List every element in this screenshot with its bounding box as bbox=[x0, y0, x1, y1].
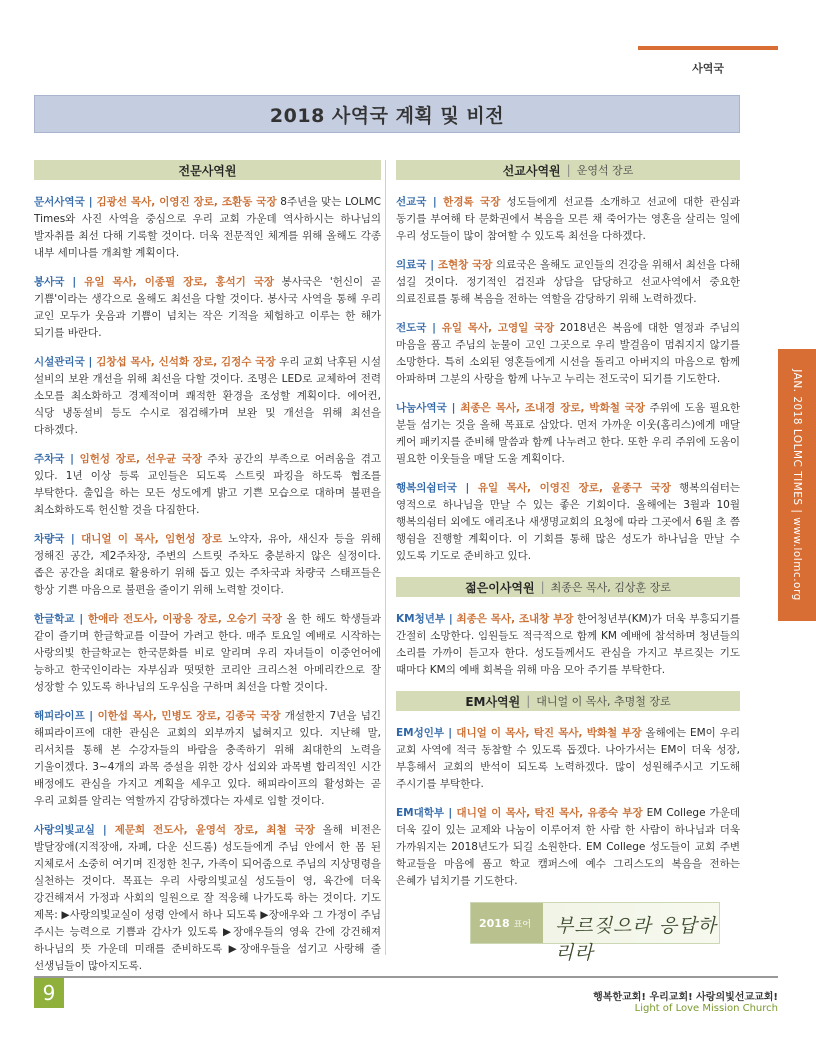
left-column bbox=[34, 160, 381, 987]
ministry-name: 행복의쉼터국 | bbox=[396, 482, 478, 494]
header-accent-rule bbox=[638, 46, 778, 50]
ministry-name: EM성인부 | bbox=[396, 727, 457, 739]
ministry-leaders: 한애라 전도사, 이광응 장로, 오승기 국장 bbox=[87, 613, 283, 625]
ministry-name: EM대학부 | bbox=[396, 807, 457, 819]
ministry-text: 올해에는 EM이 우리 교회 사역에 적극 동참할 수 있도록 돕겠다. 나아가서는 EM이 더욱 성장, 부흥해서 교회의 반석이 되도록 노력하겠다. 많이 성원해주시고 기도해 주시기를 부탁한다. bbox=[396, 727, 740, 790]
ministry-paragraph bbox=[34, 611, 381, 696]
section-heading-professional bbox=[34, 160, 381, 180]
footer-slogan: 행복한교회! 우리교회! 사랑의빛선교교회! bbox=[593, 992, 778, 1003]
ministry-name: 주차국 | bbox=[34, 453, 80, 465]
side-tab-text: JAN. 2018 LOLMC TIMES | www.lolmc.org bbox=[791, 369, 803, 601]
ministry-paragraph bbox=[396, 725, 740, 793]
page-title: 2018 사역국 계획 및 비전 bbox=[269, 104, 505, 127]
ministry-paragraph bbox=[34, 354, 381, 439]
ministry-leaders: 한경록 국장 bbox=[443, 196, 501, 208]
section-label: 사역국 bbox=[692, 62, 724, 75]
ministry-paragraph bbox=[34, 274, 381, 342]
motto-year-box bbox=[471, 903, 543, 943]
ministry-name: KM청년부 | bbox=[396, 613, 457, 625]
ministry-name: 나눔사역국 | bbox=[396, 402, 461, 414]
ministry-text: EM College 가운데 더욱 깊이 있는 교제와 나눔이 이루어져 한 사람 한 사람이 하나님과 더욱 가까워지는 2018년도가 되길 소원한다. EM College 성도들이 교회 주변 학교들을 마음에 품고 학교 캠퍼스에 예수 그리스도의 복음을 전하는 은혜가 넘치기를 기도한다. bbox=[396, 807, 740, 887]
ministry-name: 문서사역국 | bbox=[34, 196, 97, 208]
ministry-name: 사랑의빛교실 | bbox=[34, 824, 115, 836]
section-heading-separator: | bbox=[540, 580, 545, 594]
ministry-leaders: 이한섭 목사, 민병도 장로, 김종국 국장 bbox=[97, 710, 281, 722]
column-divider bbox=[385, 160, 386, 955]
section-heading-separator: | bbox=[566, 163, 571, 177]
ministry-paragraph bbox=[396, 480, 740, 565]
ministry-leaders: 김창섭 목사, 신석화 장로, 김정수 국장 bbox=[96, 356, 276, 368]
ministry-leaders: 대니얼 이 목사, 탁진 목사, 박화철 부장 bbox=[456, 727, 642, 739]
ministry-name: 시설관리국 | bbox=[34, 356, 97, 368]
ministry-paragraph bbox=[396, 257, 740, 308]
section-heading-separator: | bbox=[526, 694, 531, 708]
ministry-name: 봉사국 | bbox=[34, 276, 85, 288]
motto-label: 표어 bbox=[513, 919, 532, 930]
footer-rule bbox=[34, 976, 778, 978]
ministry-name: 해피라이프 | bbox=[34, 710, 98, 722]
ministry-name: 의료국 | bbox=[396, 259, 438, 271]
section-heading-youth bbox=[396, 577, 740, 597]
ministry-text: 올 한 해도 학생들과 같이 즐기며 한글학교를 이끌어 가려고 한다. 매주 토요일 예배로 시작하는 사랑의빛 한글학교는 한국문화를 비로 알리며 우리 자녀들이 이중언어에 능하고 한국인이라는 자부심과 떳떳한 코리안 크리스천 아메리칸으로 잘 성장할 수 있도록 하나님의 도우심을 구하며 최선을 다할 것이다. bbox=[34, 613, 382, 693]
footer-church-name: Light of Love Mission Church bbox=[634, 1003, 778, 1014]
page-number: 9 bbox=[34, 978, 64, 1008]
ministry-text: 행복의쉼터는 영적으로 하나님을 만날 수 있는 좋은 기회이다. 올해에는 3월과 10월 행복의쉼터 외에도 애리조나 새생명교회의 요청에 따라 그곳에서 6월 초 쯤 행쉼을 진행할 계획이다. 이 기회를 통해 많은 성도가 하나님을 만날 수 있도록 기도로 준비하고 있다. bbox=[396, 482, 740, 562]
ministry-leaders: 조현창 국장 bbox=[437, 259, 493, 271]
ministry-text: 노약자, 유아, 새신자 등을 위해 정해진 공간, 제2주차장, 주변의 스트릿 주차도 충분하지 않은 실정이다. 좁은 공간을 최대로 활용하기 위해 돕고 있는 주차국과 차량국 스태프들은 항상 기쁜 마음으로 불편을 줄이기 위해 노력할 것이다. bbox=[34, 533, 381, 596]
ministry-text: 올해 비전은 발달장애(지적장애, 자폐, 다운 신드롬) 성도들에게 주님 안에서 한 몸 된 지체로서 소중히 여기며 진정한 친구, 가족이 되어줌으로 주님의 지상명령을 실천하는 것이다. 목표는 우리 사랑의빛교실 성도들이 영, 육간에 더욱 강건해져서 가정과 사회의 일원으로 잘 적응해 나가도록 하는 것이다. 기도 제목: ▶사랑의빛교실이 성령 안에서 하나 되도록 ▶장애우와 그 가정이 주님 주시는 능력으로 기쁨과 감사가 있도록 ▶장애우들의 영육 간에 강건해져 하나님의 뜻 가운데 미래를 준비하도록 ▶장애우들을 섬기고 사랑해 줄 선생님들이 많아지도록. bbox=[34, 824, 381, 972]
ministry-paragraph bbox=[34, 531, 381, 599]
ministry-leaders: 최종은 목사, 조내경 장로, 박화철 국장 bbox=[460, 402, 646, 414]
ministry-leaders: 유일 목사, 고영일 국장 bbox=[441, 322, 555, 334]
ministry-leaders: 유일 목사, 이영진 장로, 윤종구 국장 bbox=[477, 482, 671, 494]
ministry-text: 2018년은 복음에 대한 열정과 주님의 마음을 품고 주님의 눈물이 고인 그곳으로 우리 발걸음이 멈춰지지 않기를 소망한다. 특히 소외된 영혼들에게 시선을 돌리고 아버지의 마음으로 함께 아파하며 그분의 사랑을 함께 나누고 누리는 전도국이 되기를 기도한다. bbox=[396, 322, 740, 385]
ministry-name: 전도국 | bbox=[396, 322, 442, 334]
ministry-leaders: 유일 목사, 이종필 장로, 홍석기 국장 bbox=[84, 276, 275, 288]
motto-banner bbox=[470, 902, 720, 964]
ministry-text: 한어청년부(KM)가 더욱 부흥되기를 간절히 소망한다. 임원들도 적극적으로 함께 KM 예배에 참석하며 청년들의 소리를 가까이 듣고자 한다. 성도들께서도 관심을 가지고 부르짖는 기도 때마다 KM의 예배 회복을 위해 마음 모아 주기를 부탁한다. bbox=[396, 613, 740, 676]
ministry-name: 차량국 | bbox=[34, 533, 82, 545]
ministry-paragraph bbox=[396, 320, 740, 388]
ministry-paragraph bbox=[34, 194, 381, 262]
ministry-leaders: 제문희 전도사, 윤영석 장로, 최철 국장 bbox=[114, 824, 315, 836]
ministry-text: 우리 교회 낙후된 시설 설비의 보완 개선을 위해 최선을 다할 것이다. 조명은 LED로 교체하여 전력 소모를 최소화하고 경제적이며 쾌적한 환경을 조성할 계획이다. 에어컨, 식당 냉동설비 등도 수시로 점검해가며 보완 및 개선을 위해 최선을 다하겠다. bbox=[34, 356, 382, 436]
section-heading-title: 젊은이사역원 bbox=[465, 580, 535, 595]
section-heading-title: 선교사역원 bbox=[502, 163, 561, 178]
ministry-text: 주위에 도움 필요한 분들 섬기는 것을 올해 목표로 삼았다. 먼저 가까운 이웃(홈리스)에게 매달 케어 패키지를 준비해 말씀과 함께 나누려고 한다. 또한 우리 주위에 도움이 필요한 이웃들을 매달 도울 계획이다. bbox=[396, 402, 740, 465]
ministry-leaders: 김광선 목사, 이영진 장로, 조환동 국장 bbox=[96, 196, 277, 208]
ministry-text: 주차 공간의 부족으로 어려움을 겪고 있다. 1년 이상 등록 교인들은 되도록 스트릿 파킹을 하도록 협조를 부탁한다. 출입을 하는 모든 성도에게 밝고 기쁜 모습으로 대하며 불편을 최소화하도록 헌신할 것을 다짐한다. bbox=[34, 453, 382, 516]
section-heading-leaders: 운영석 장로 bbox=[576, 164, 634, 177]
ministry-paragraph bbox=[34, 708, 381, 810]
ministry-text: 성도들에게 선교를 소개하고 선교에 대한 관심과 동기를 부여해 타 문화권에서 복음을 모른 채 죽어가는 영혼을 살리는 일에 우리 성도들이 많이 참여할 수 있도록 최선을 다하겠다. bbox=[396, 196, 740, 242]
ministry-paragraph bbox=[34, 451, 381, 519]
ministry-paragraph bbox=[396, 805, 740, 890]
section-heading-em bbox=[396, 691, 740, 711]
ministry-name: 선교국 | bbox=[396, 196, 444, 208]
ministry-paragraph bbox=[396, 611, 740, 679]
ministry-paragraph bbox=[396, 194, 740, 245]
section-heading-mission bbox=[396, 160, 740, 180]
right-column bbox=[396, 160, 741, 964]
section-heading-title: EM사역원 bbox=[465, 694, 521, 709]
ministry-leaders: 임헌성 장로, 선우균 국장 bbox=[79, 453, 203, 465]
ministry-name: 한글학교 | bbox=[34, 613, 88, 625]
motto-slogan: 부르짖으라 응답하리라 bbox=[555, 915, 717, 964]
ministry-leaders: 대니얼 이 목사, 임헌성 장로 bbox=[81, 533, 223, 545]
ministry-text: 봉사국은 '헌신이 곧 기쁨'이라는 생각으로 올해도 최선을 다할 것이다. 봉사국 사역을 통해 우리 교인 모두가 웃음과 기쁨이 넘치는 작은 기적을 체험하고 이루는 한 해가 되기를 바란다. bbox=[34, 276, 381, 339]
ministry-text: 의료국은 올해도 교인들의 건강을 위해서 최선을 다해 섬길 것이다. 정기적인 검진과 상담을 담당하고 선교사역에서 중요한 의료진료를 통해 복음을 전하는 역할을 감당하기 위해 노력하겠다. bbox=[396, 259, 741, 305]
motto-year: 2018 bbox=[479, 916, 510, 930]
ministry-leaders: 대니얼 이 목사, 탁진 목사, 유종숙 부장 bbox=[456, 807, 643, 819]
ministry-text: 개설한지 7년을 넘긴 해피라이프에 대한 관심은 교회의 외부까지 넓혀지고 있다. 지난해 말, 리서치를 통해 본 수강자들의 바람을 충족하기 위해 최대한의 노력을 기울이겠다. 3~4개의 과목 증설을 위한 강사 섭외와 과목별 합리적인 시간 배정에도 관심을 가지고 계획을 세우고 있다. 해피라이프의 활성화는 곧 우리 교회를 알리는 역할까지 감당하겠다는 자세로 임할 것이다. bbox=[34, 710, 381, 807]
section-heading-leaders: 대니얼 이 목사, 추명철 장로 bbox=[536, 695, 671, 708]
section-heading-leaders: 최종은 목사, 김상훈 장로 bbox=[550, 581, 671, 594]
side-tab bbox=[778, 349, 816, 621]
ministry-paragraph bbox=[34, 822, 381, 975]
ministry-text: 8주년을 맞는 LOLMC Times와 사진 사역을 중심으로 우리 교회 가운데 역사하시는 하나님의 발자취를 최선 다해 기록할 것이다. 더욱 전문적인 체계를 위해 올해도 각종 내부 세미나를 개최할 계획이다. bbox=[34, 196, 381, 259]
section-heading-title: 전문사역원 bbox=[178, 163, 237, 178]
title-bar bbox=[34, 95, 740, 133]
ministry-leaders: 최종은 목사, 조내창 부장 bbox=[456, 613, 574, 625]
ministry-paragraph bbox=[396, 400, 740, 468]
